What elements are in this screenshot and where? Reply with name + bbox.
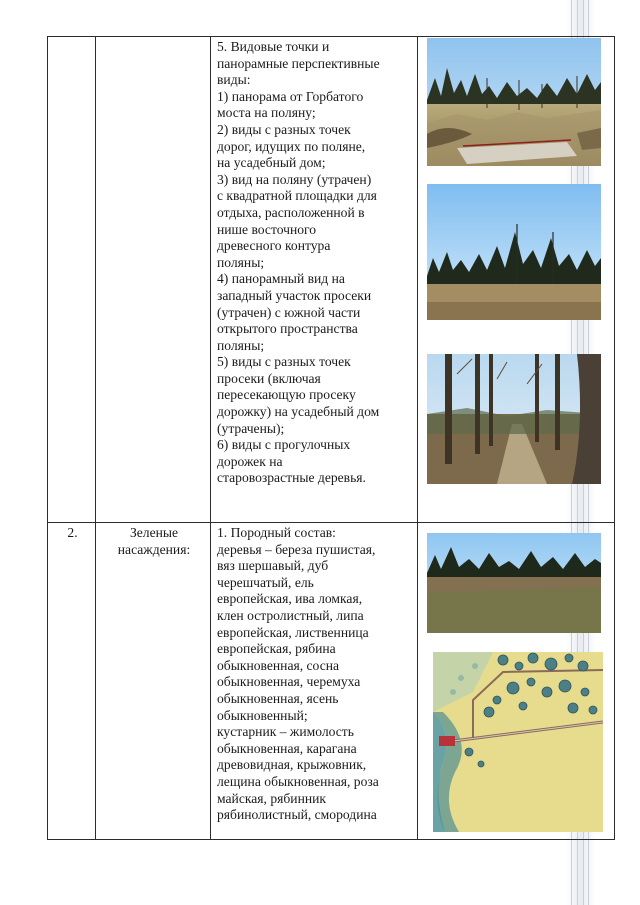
description-line: нише восточного <box>217 221 317 237</box>
description-cell <box>211 523 418 840</box>
description-line: открытого пространства <box>217 321 358 337</box>
meadow-photo <box>427 38 601 166</box>
forest-edge-photo <box>427 184 601 320</box>
description-line: моста на поляну; <box>217 105 316 121</box>
description-line: пересекающую просеку <box>217 387 356 403</box>
description-line: кустарник – жимолость <box>217 724 354 740</box>
forest-path-photo <box>427 354 601 484</box>
description-line: майская, рябинник <box>217 790 327 806</box>
description-cell <box>211 37 418 523</box>
description-line: лещина обыкновенная, роза <box>217 773 379 789</box>
description-line: поляны; <box>217 254 265 270</box>
description-line: обыкновенная, сосна <box>217 657 340 673</box>
description-line: (утрачены); <box>217 420 285 436</box>
historical-plan-map <box>433 652 603 832</box>
description-line: европейская, ива ломкая, <box>217 591 363 607</box>
description-line: (утрачен) с южной части <box>217 304 361 320</box>
description-line: обыкновенная, карагана <box>217 740 357 756</box>
description-line: дорожку) на усадебный дом <box>217 404 380 420</box>
description-line: древовидная, крыжовник, <box>217 757 367 773</box>
description-line: на усадебный дом; <box>217 155 326 171</box>
description-line: обыкновенный; <box>217 707 308 723</box>
description-line: 5. Видовые точки и <box>217 39 330 54</box>
description-line: 1) панорама от Горбатого <box>217 88 364 104</box>
description-line: европейская, рябина <box>217 641 336 657</box>
description-line: деревья – береза пушистая, <box>217 541 376 557</box>
description-line: европейская, лиственница <box>217 624 369 640</box>
description-line: 2) виды с разных точек <box>217 121 351 137</box>
description-line: обыкновенная, черемуха <box>217 674 361 690</box>
description-line: дорог, идущих по поляне, <box>217 138 366 154</box>
description-line: отдыха, расположенной в <box>217 204 365 220</box>
description-line: вяз шершавый, дуб <box>217 558 329 574</box>
description-line: 1. Породный состав: <box>217 525 336 540</box>
row-number-cell: 2. <box>48 523 96 840</box>
description-line: 4) панорамный вид на <box>217 271 345 287</box>
description-line: 3) вид на поляну (утрачен) <box>217 171 372 187</box>
category-cell <box>96 37 211 523</box>
description-line: просеки (включая <box>217 370 321 386</box>
description-line: клен остролистный, липа <box>217 607 364 623</box>
description-line: 6) виды с прогулочных <box>217 437 351 453</box>
category-cell: Зеленые насаждения: <box>96 523 211 840</box>
description-line: панорамные перспективные <box>217 55 380 71</box>
description-line: поляны; <box>217 337 265 353</box>
description-line: с квадратной площадки для <box>217 188 377 204</box>
description-line: обыкновенная, ясень <box>217 690 339 706</box>
description-line: древесного контура <box>217 238 331 254</box>
description-line: 5) виды с разных точек <box>217 354 351 370</box>
row-number-cell <box>48 37 96 523</box>
description-line: старовозрастные деревья. <box>217 470 366 486</box>
description-line: черешчатый, ель <box>217 574 314 590</box>
meadow-treeline-photo <box>427 533 601 633</box>
description-line: рябинолистный, смородина <box>217 807 377 823</box>
description-line: западный участок просеки <box>217 287 372 303</box>
description-line: виды: <box>217 72 251 88</box>
description-line: дорожек на <box>217 453 283 469</box>
